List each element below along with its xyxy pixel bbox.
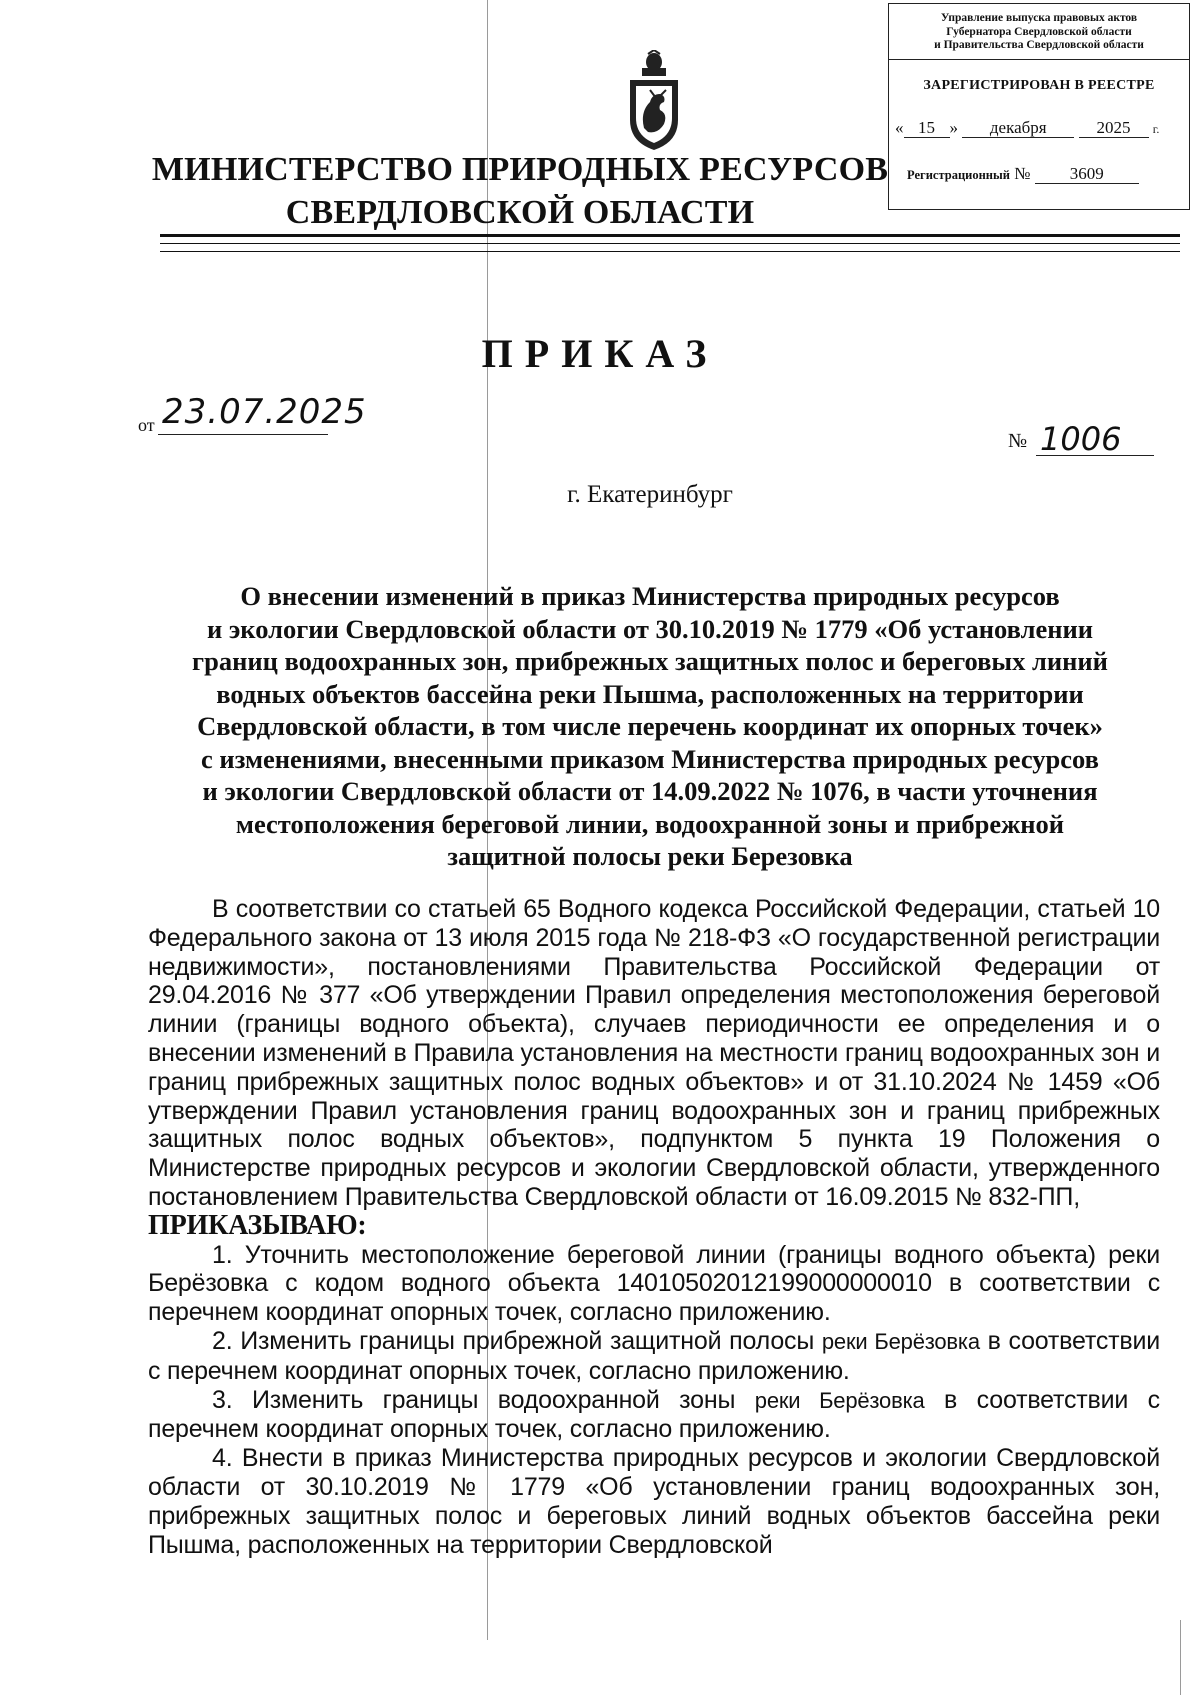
document-title [140,580,1160,873]
title-line: границ водоохранных зон, прибрежных защитных полос и береговых линий [192,646,1108,676]
title-line: Свердловской области, в том числе перечень координат их опорных точек» [197,711,1103,741]
command-word: ПРИКАЗЫВАЮ: [148,1209,367,1241]
item-4-paragraph: 4. Внести в приказ Министерства природных ресурсов и экологии Свердловской области от 30.10.2019 № 1779 «Об установлении границ водоохранных зон, прибрежных защитных полос и береговых линий водных объектов бассейна реки Пышма, расположенных на территории Свердловской [148,1444,1160,1559]
document-body [148,895,1160,1559]
stamp-date [895,118,1159,138]
ministry-name [150,148,890,234]
item-2-text-a: 2. Изменить границы прибрежной защитной полосы [212,1326,815,1355]
document-type-title: ПРИКАЗ [481,331,719,376]
preamble-paragraph: В соответствии со статьей 65 Водного кодекса Российской Федерации, статьей 10 Федерального закона от 13 июля 2015 года № 218-ФЗ «О государственной регистрации недвижимости», постановлениями Правительства Российской Федерации от 29.04.2016 № 377 «Об утверждении Правил определения местоположения береговой линии (границы водного объекта), случаев периодичности ее определения и о внесении изменений в Правила установления на местности границ водоохранных зон и границ прибрежных защитных полос водных объектов» и от 31.10.2024 № 1459 «Об утверждении Правил установления границ водоохранных зон и границ прибрежных защитных полос водных объектов», подпунктом 5 пункта 19 Положения о Министерстве природных ресурсов и экологии Свердловской области, утвержденного постановлением Правительства Свердловской области от 16.09.2015 № 832-ПП, [148,895,1160,1211]
stamp-header-line: и Правительства Свердловской области [934,39,1144,51]
date-underline [158,434,328,435]
handwritten-number: 1006 [1040,420,1122,458]
number-prefix: № [1008,430,1028,452]
title-line: и экологии Свердловской области от 30.10.2019 № 1779 «Об установлении [206,613,1094,644]
stamp-month: декабря [962,119,1074,138]
header-rule-thin [160,251,1180,252]
ministry-name-line: МИНИСТЕРСТВО ПРИРОДНЫХ РЕСУРСОВ [151,151,889,188]
number-underline [1036,455,1154,456]
handwritten-date: 23.07.2025 [162,392,367,432]
item-3-river-name: реки Берёзовка [754,1387,925,1413]
coat-of-arms-emblem [626,50,682,152]
title-line: О внесении изменений в приказ Министерства природных ресурсов [240,581,1060,611]
item-2-paragraph [148,1327,1160,1386]
item-1-paragraph: 1. Уточнить местоположение береговой линии (границы водного объекта) реки Берёзовка с кодом водного объекта 14010502012199000000010 в соответствии с перечнем координат опорных точек, согласно приложению. [148,1240,1160,1327]
stamp-day: 15 [904,119,950,138]
title-line: с изменениями, внесенными приказом Министерства природных ресурсов [201,743,1099,774]
stamp-number [907,164,1139,184]
date-prefix: от [138,415,155,435]
stamp-header-line: Губернатора Свердловской области [946,25,1132,38]
scan-artifact-line-right [1180,1620,1181,1695]
stamp-header [889,4,1189,60]
header-rule-thick [160,234,1180,237]
stamp-close-quote: » [949,118,958,137]
stamp-open-quote: « [895,118,904,137]
item-3-text-c: в соответствии с перечнем координат опорных точек, согласно приложению. [148,1385,1160,1444]
command-paragraph [148,1209,1160,1241]
title-line: водных объектов бассейна реки Пышма, расположенных на территории [216,678,1084,709]
ministry-name-line: СВЕРДЛОВСКОЙ ОБЛАСТИ [285,194,755,231]
stamp-year: 2025 [1079,119,1149,138]
title-line: защитной полосы реки Березовка [447,841,853,871]
stamp-year-suffix: г. [1152,122,1160,136]
stamp-number-sign: № [1014,164,1031,183]
header-rule-medium [160,243,1180,244]
registration-stamp [888,3,1190,210]
stamp-number-value: 3609 [1035,165,1139,184]
stamp-registered-label: ЗАРЕГИСТРИРОВАН В РЕЕСТРЕ [923,78,1155,93]
item-3-paragraph [148,1386,1160,1445]
city: г. Екатеринбург [567,481,733,508]
stamp-header-line: Управление выпуска правовых актов [940,12,1138,24]
title-line: местоположения береговой линии, водоохранной зоны и прибрежной [235,808,1065,839]
item-2-river-name: реки Берёзовка [821,1328,980,1354]
title-line: и экологии Свердловской области от 14.09.2022 № 1076, в части уточнения [202,776,1098,806]
item-3-text-a: 3. Изменить границы водоохранной зоны [212,1385,736,1414]
item-2-text-c: в соответствии с перечнем координат опорных точек, согласно приложению. [148,1326,1160,1385]
stamp-number-label: Регистрационный [907,168,1010,182]
